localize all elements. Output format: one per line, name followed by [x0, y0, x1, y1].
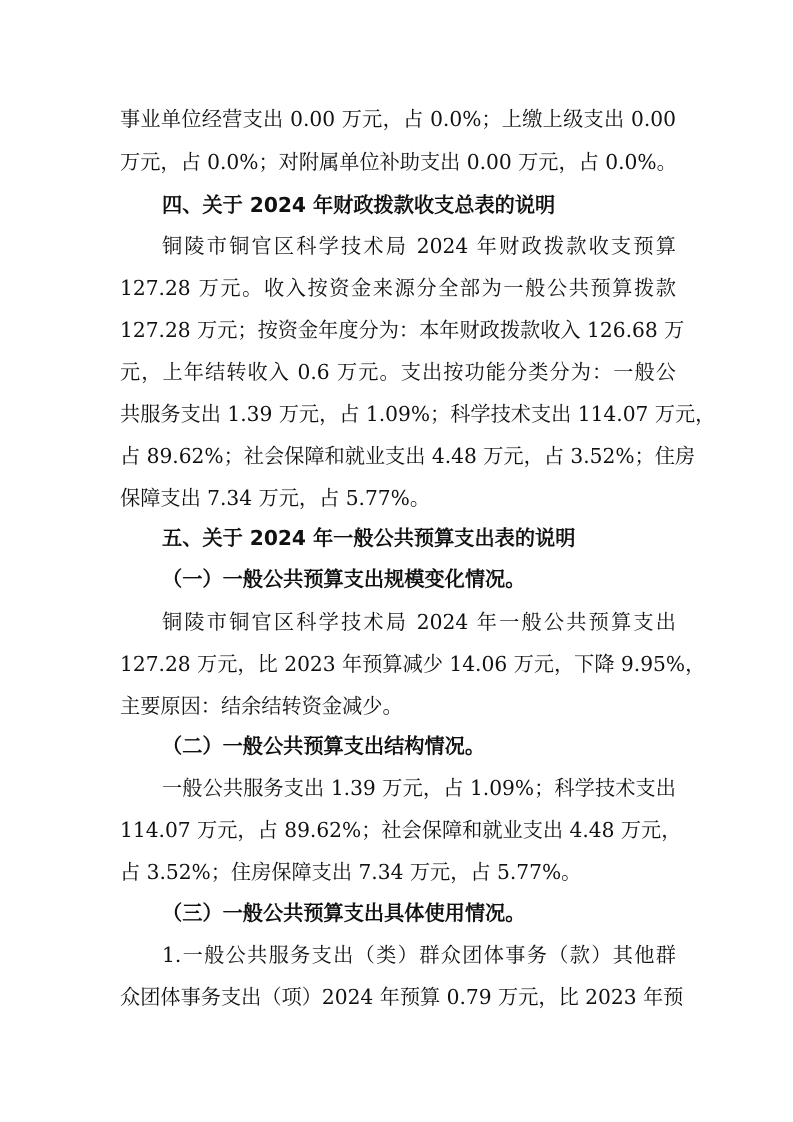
paragraph-line: 127.28 万元；按资金年度分为：本年财政拨款收入 126.68 万: [120, 318, 685, 342]
paragraph-line: 占 3.52%；住房保障支出 7.34 万元，占 5.77%。: [120, 860, 582, 884]
paragraph-line: 元，上年结转收入 0.6 万元。支出按功能分类分为：一般公: [120, 360, 676, 384]
paragraph-line: 众团体事务支出（项）2024 年预算 0.79 万元，比 2023 年预: [120, 985, 684, 1009]
paragraph-line: 127.28 万元。收入按资金来源分全部为一般公共预算拨款: [120, 276, 676, 300]
paragraph-line: 铜陵市铜官区科学技术局 2024 年财政拨款收支预算: [162, 234, 676, 258]
sub-heading-scale-change: （一）一般公共预算支出规模变化情况。: [162, 567, 526, 591]
section-heading-four: 四、关于 2024 年财政拨款收支总表的说明: [162, 193, 556, 217]
paragraph-line: 1.一般公共服务支出（类）群众团体事务（款）其他群: [162, 943, 676, 967]
paragraph-line: 127.28 万元，比 2023 年预算减少 14.06 万元，下降 9.95%，: [120, 652, 706, 676]
paragraph-line: 铜陵市铜官区科学技术局 2024 年一般公共预算支出: [162, 610, 676, 634]
paragraph-line: 一般公共服务支出 1.39 万元，占 1.09%；科学技术支出: [162, 776, 676, 800]
paragraph-line: 主要原因：结余结转资金减少。: [120, 694, 403, 718]
paragraph-line: 占 89.62%；社会保障和就业支出 4.48 万元，占 3.52%；住房: [120, 444, 696, 468]
section-heading-five: 五、关于 2024 年一般公共预算支出表的说明: [162, 526, 576, 550]
paragraph-line: 保障支出 7.34 万元，占 5.77%。: [120, 486, 431, 510]
paragraph-line: 114.07 万元，占 89.62%；社会保障和就业支出 4.48 万元，: [120, 818, 682, 842]
sub-heading-structure: （二）一般公共预算支出结构情况。: [162, 734, 486, 758]
paragraph-line: 事业单位经营支出 0.00 万元，占 0.0%；上缴上级支出 0.00: [120, 107, 676, 131]
paragraph-line: 共服务支出 1.39 万元，占 1.09%；科学技术支出 114.07 万元，: [120, 402, 716, 426]
paragraph-line: 万元，占 0.0%；对附属单位补助支出 0.00 万元，占 0.0%。: [120, 150, 677, 174]
sub-heading-usage: （三）一般公共预算支出具体使用情况。: [162, 901, 526, 925]
